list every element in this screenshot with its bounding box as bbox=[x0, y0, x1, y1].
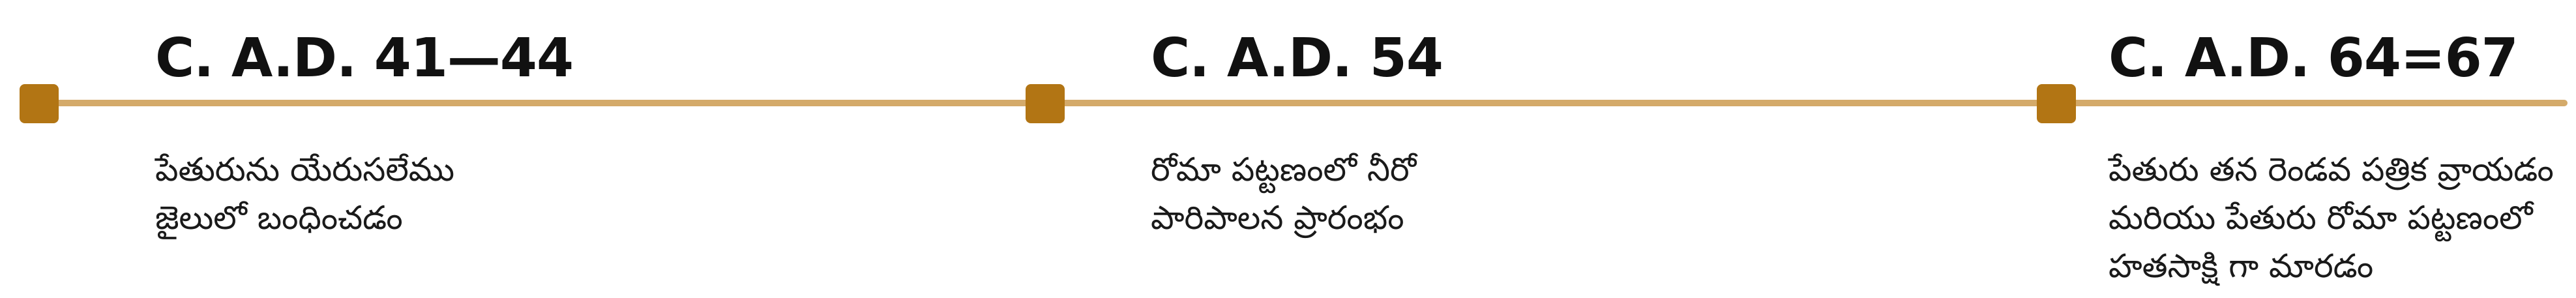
event-description-line: జైలులో బంధించడం bbox=[155, 199, 403, 237]
event-date: C. A.D. 41—44 bbox=[155, 27, 573, 89]
event-description-line: పేతురు తన రెండవ పత్రిక వ్రాయడం bbox=[2109, 151, 2554, 188]
timeline-line bbox=[31, 100, 2568, 106]
event-description-line: పారిపాలన ప్రారంభం bbox=[1151, 199, 1404, 237]
timeline-marker-3 bbox=[2037, 84, 2076, 123]
event-description-line: మరియు పేతురు రోమా పట్టణంలో bbox=[2109, 199, 2533, 237]
event-description-line: రోమా పట్టణంలో నీరో bbox=[1151, 151, 1417, 188]
event-date: C. A.D. 64=67 bbox=[2109, 27, 2518, 89]
event-description bbox=[2109, 145, 2576, 290]
timeline-marker-2 bbox=[1026, 84, 1065, 123]
timeline-marker-1 bbox=[20, 84, 59, 123]
event-description bbox=[155, 145, 625, 242]
event-description bbox=[1151, 145, 1620, 242]
event-date: C. A.D. 54 bbox=[1151, 27, 1443, 89]
event-description-line: హతసాక్షి గా మారడం bbox=[2109, 247, 2374, 285]
event-description-line: పేతురును యేరుసలేము bbox=[155, 151, 454, 188]
